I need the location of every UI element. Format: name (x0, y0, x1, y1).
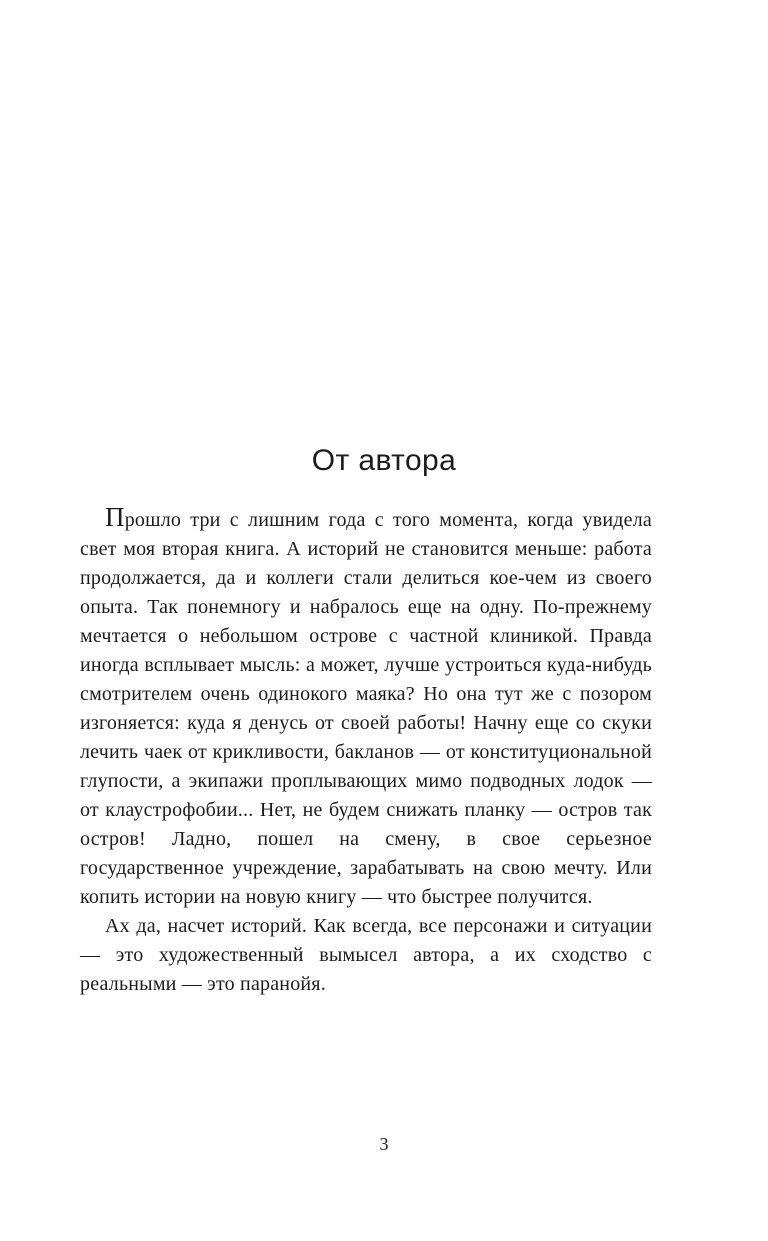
body-paragraph: Прошло три с лишним года с того момента, когда увидела свет моя вторая книга. А историй не становится меньше: работа продолжается, да и коллеги стали делиться кое-чем из своего опыта. Так понемногу и набралось еще на одну. По-прежнему мечтается о небольшом острове с частной клиникой. Правда иногда всплывает мысль: а может, лучше устроиться куда-нибудь смотрителем очень одинокого маяка? Но она тут же с позором изгоняется: куда я денусь от своей работы! Начну еще со скуки лечить чаек от крикливости, бакланов — от конституциональной глупости, а экипажи проплывающих мимо подводных лодок — от клаустрофобии... Нет, не будем снижать планку — остров так остров! Ладно, пошел на смену, в свое серьезное государственное учреждение, зарабатывать на свою мечту. Или копить истории на новую книгу — что быстрее получится. (80, 502, 652, 908)
chapter-title: От автора (311, 444, 457, 478)
body-paragraph: Ах да, насчет историй. Как всегда, все персонажи и ситуации — это художественный вымысел автора, а их сходство с реальными — это паранойя. (80, 915, 652, 995)
page-number: 3 (379, 1134, 389, 1154)
chapter-body (80, 502, 652, 999)
